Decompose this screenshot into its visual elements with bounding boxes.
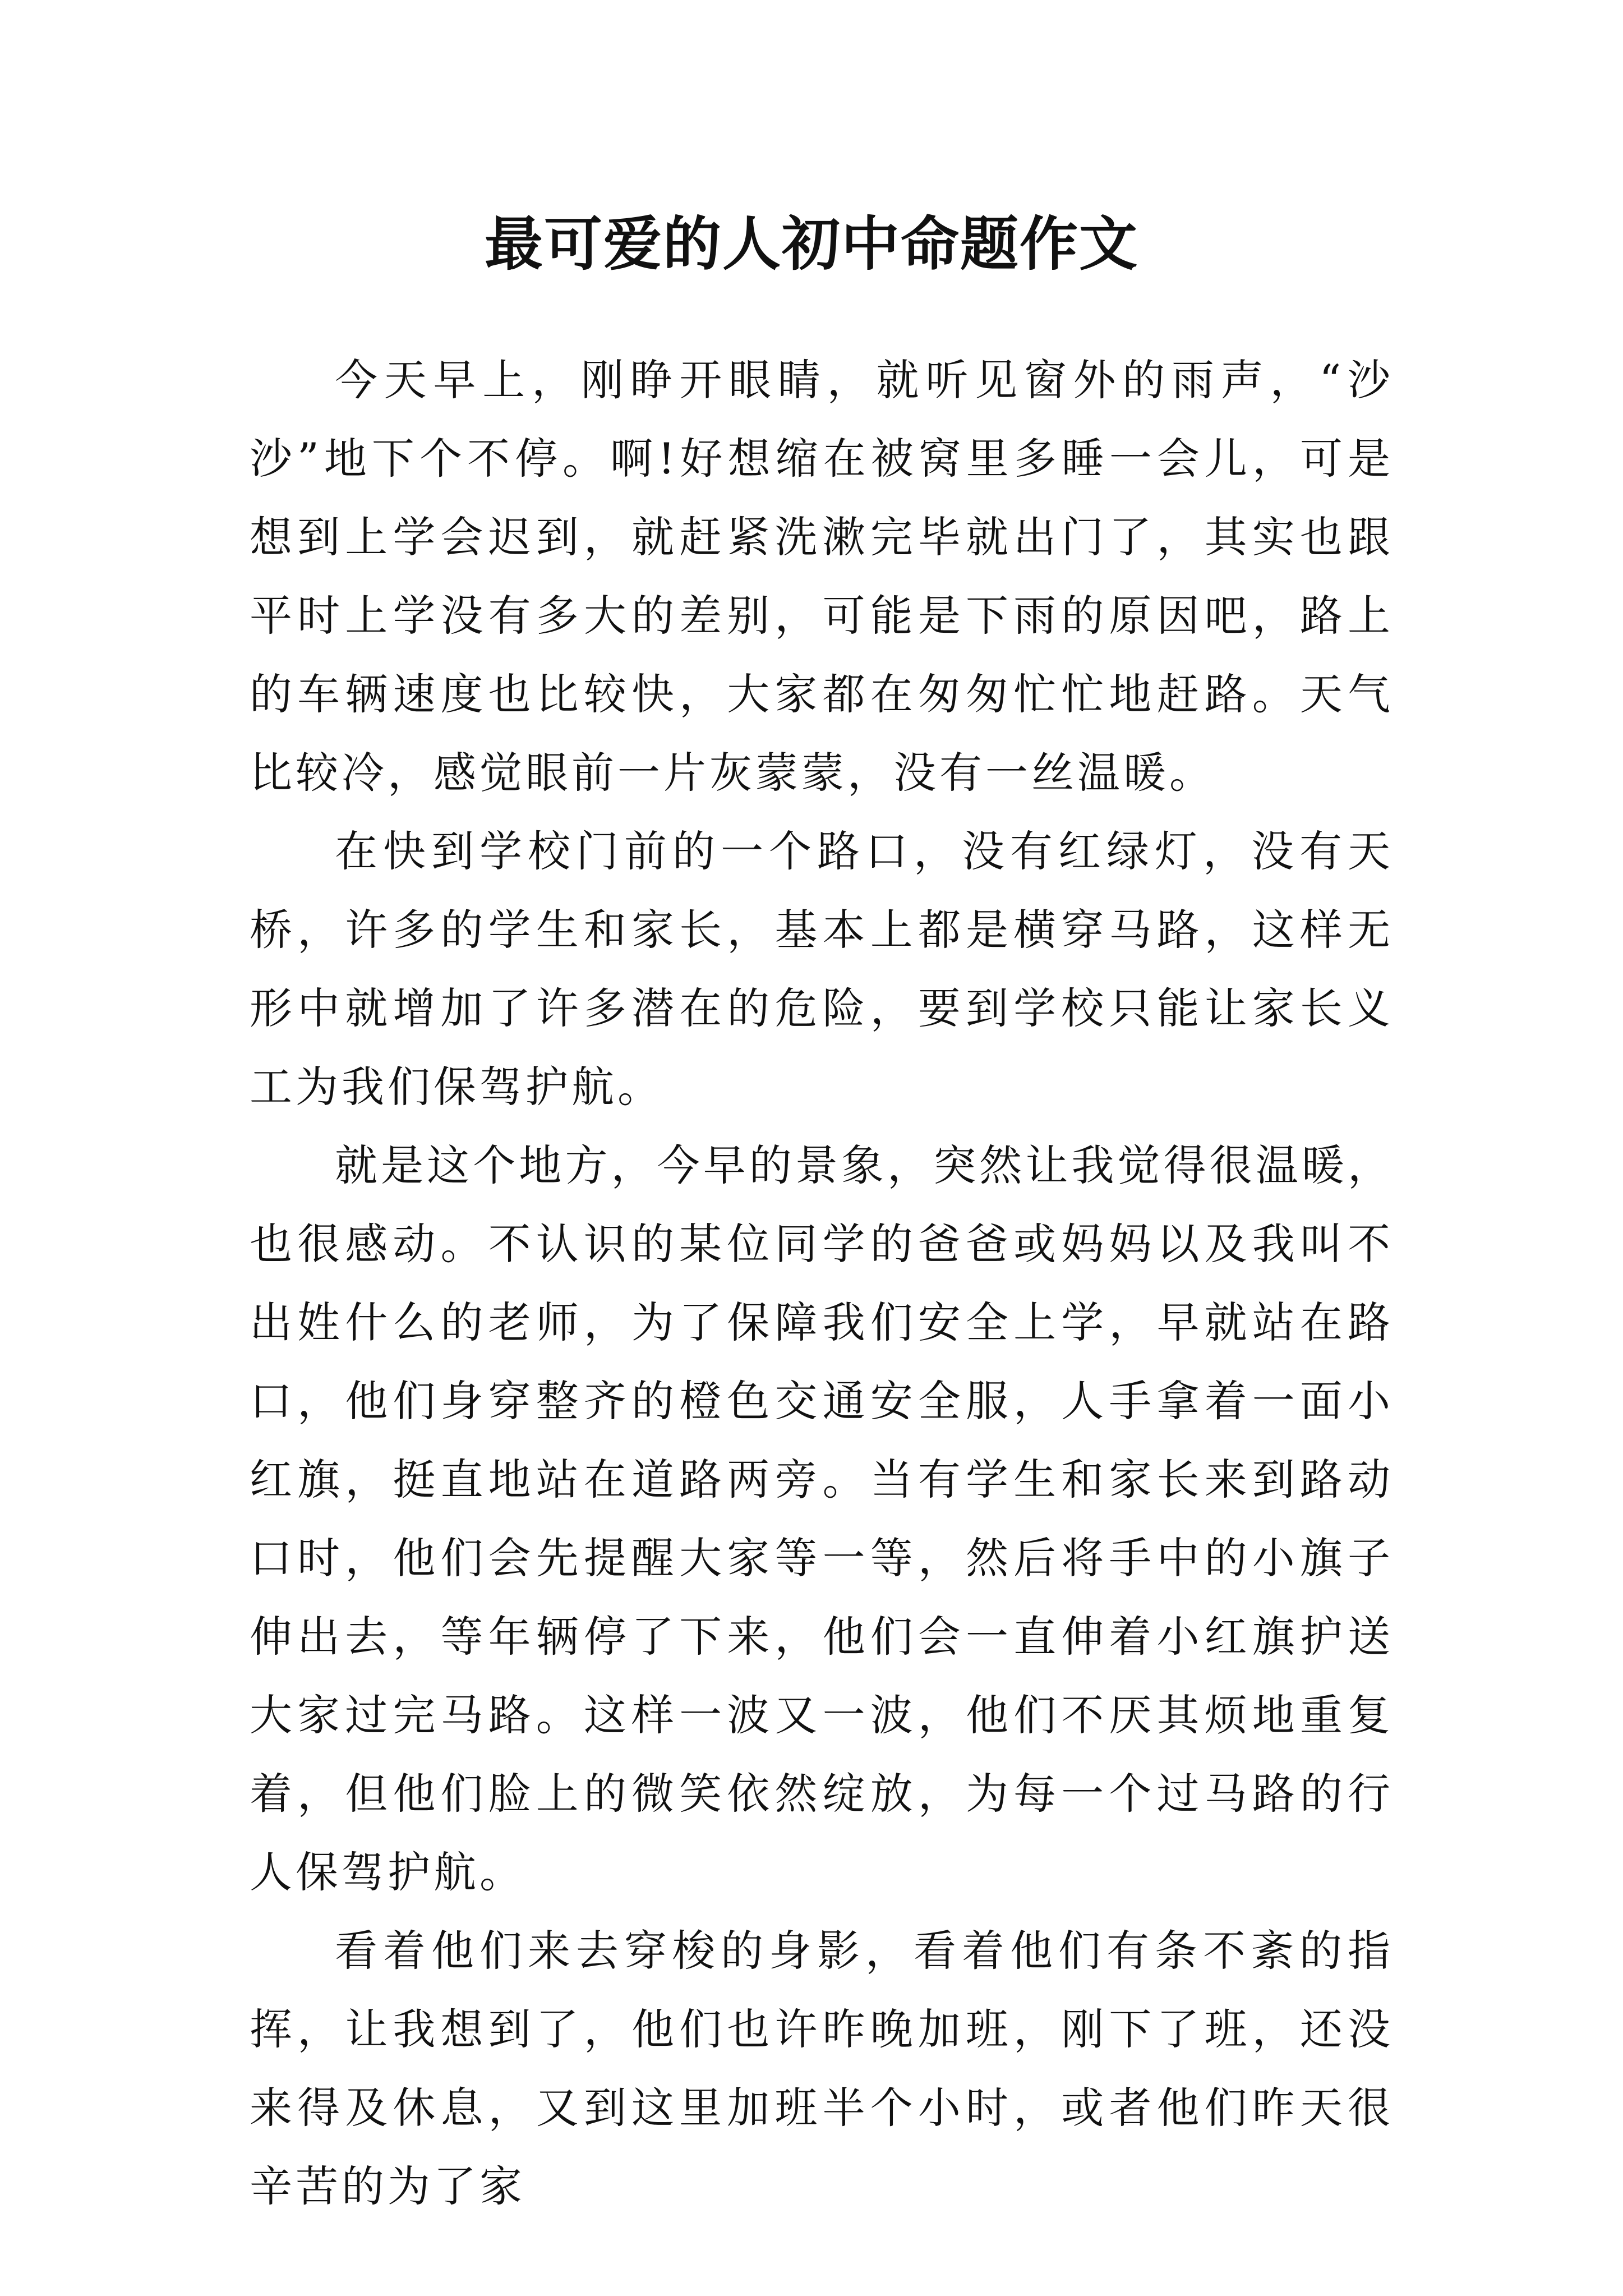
paragraph-1: 今天早上，刚睁开眼睛，就听见窗外的雨声，“沙沙”地下个不停。啊!好想缩在被窝里多睡一会儿，可是想到上学会迟到，就赶紧洗漱完毕就出门了，其实也跟平时上学没有多大的差别，可能是下雨的原因吧，路上的车辆速度也比较快，大家都在匆匆忙忙地赶路。天气比较冷，感觉眼前一片灰蒙蒙，没有一丝温暖。 [250, 355, 1394, 798]
document-title: 最可爱的人初中命题作文 [484, 210, 1138, 278]
paragraph-4: 看着他们来去穿梭的身影，看着他们有条不紊的指挥，让我想到了，他们也许昨晚加班，刚下了班，还没来得及休息，又到这里加班半个小时，或者他们昨天很辛苦的为了家 [250, 1926, 1394, 2211]
paragraph-2: 在快到学校门前的一个路口，没有红绿灯，没有天桥，许多的学生和家长，基本上都是横穿马路，这样无形中就增加了许多潜在的危险，要到学校只能让家长义工为我们保驾护航。 [250, 826, 1394, 1112]
document-body [250, 341, 1394, 2226]
paragraph-3: 就是这个地方，今早的景象，突然让我觉得很温暖，也很感动。不认识的某位同学的爸爸或妈妈以及我叫不出姓什么的老师，为了保障我们安全上学，早就站在路口，他们身穿整齐的橙色交通安全服，人手拿着一面小红旗，挺直地站在道路两旁。当有学生和家长来到路动口时，他们会先提醒大家等一等，然后将手中的小旗子伸出去，等年辆停了下来，他们会一直伸着小红旗护送大家过完马路。这样一波又一波，他们不厌其烦地重复着，但他们脸上的微笑依然绽放，为每一个过马路的行人保驾护航。 [250, 1140, 1394, 1897]
